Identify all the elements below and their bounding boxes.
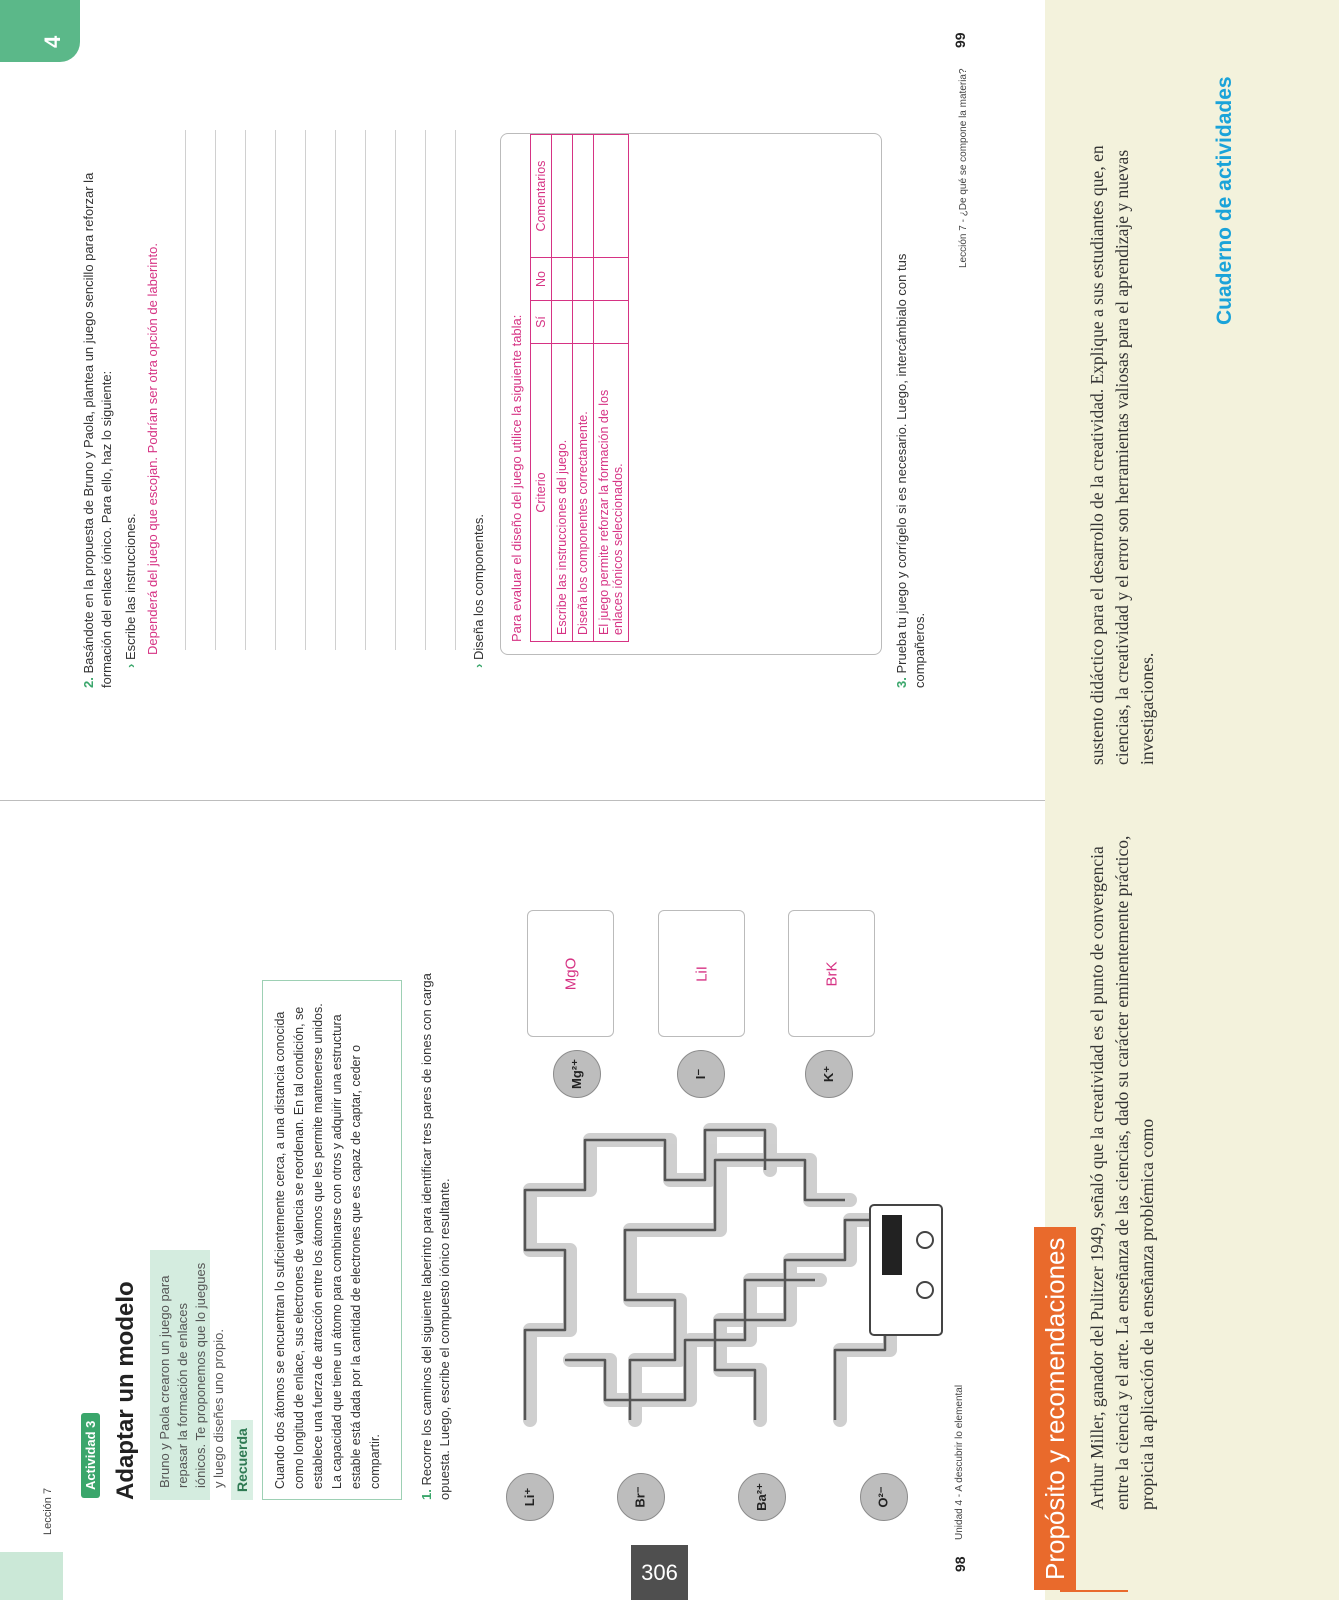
question-2-number: 2. xyxy=(81,677,96,688)
activity-badge xyxy=(82,1413,100,1498)
writing-line xyxy=(185,130,186,650)
recuerda-title: Recuerda xyxy=(231,1420,253,1500)
intro-box: Bruno y Paola crearon un juego para repasar la formación de enlaces iónicos. Te proponemos que lo juegues y luego diseñes uno propio. xyxy=(150,1250,210,1500)
table-row xyxy=(594,135,629,642)
answer-1: MgO xyxy=(562,957,579,990)
ion-o xyxy=(860,1473,908,1521)
lesson-label: Lección 7 xyxy=(42,1487,54,1535)
ion-k-label: K⁺ xyxy=(821,1065,836,1083)
footer-right: Lección 7 - ¿De qué se compone la materia? xyxy=(958,68,969,268)
col-criterio: Criterio xyxy=(531,344,552,642)
comentarios-cell[interactable] xyxy=(573,135,594,258)
page-divider xyxy=(0,800,1045,801)
ion-ba xyxy=(738,1473,786,1521)
ion-o-label: O²⁻ xyxy=(876,1486,891,1508)
step-instructions-answer: Dependerá del juego que escojan. Podrían ser otra opción de laberinto. xyxy=(145,243,160,655)
ion-i-label: I⁻ xyxy=(692,1068,708,1080)
no-cell[interactable] xyxy=(594,258,629,301)
ion-br-label: Br⁻ xyxy=(633,1486,648,1508)
recuerda-header xyxy=(234,1420,252,1500)
criterio-cell: Escribe las instrucciones del juego. xyxy=(552,344,573,642)
ion-mg-label: Mg²⁺ xyxy=(569,1059,584,1089)
si-cell[interactable] xyxy=(594,301,629,344)
ion-ba-label: Ba²⁺ xyxy=(754,1483,769,1511)
answer-box-2[interactable] xyxy=(658,910,745,1037)
footer-left: Unidad 4 - A descubrir lo elemental xyxy=(954,1384,965,1540)
evaluation-intro: Para evaluar el diseño del juego utilice la siguiente tabla: xyxy=(509,314,524,642)
question-1 xyxy=(418,960,454,1500)
no-cell[interactable] xyxy=(573,258,594,301)
question-2-text: Basándote en la propuesta de Bruno y Paola, plantea un juego sencillo para reforzar la formación del enlace iónico. Para ello, haz lo siguiente: xyxy=(81,172,114,688)
machine-panel xyxy=(870,1205,942,1335)
unit-tab xyxy=(0,0,80,62)
writing-line xyxy=(455,130,456,650)
ion-br xyxy=(617,1473,665,1521)
question-3 xyxy=(893,188,929,688)
question-3-text: Prueba tu juego y corrígelo si es necesario. Luego, intercámbialo con tus compañeros. xyxy=(894,253,927,688)
answer-box-3[interactable] xyxy=(788,910,875,1037)
question-1-number: 1. xyxy=(419,1489,434,1500)
chevron-right-icon: › xyxy=(123,663,138,668)
ion-li-label: Li⁺ xyxy=(521,1487,537,1507)
guide-paragraph-1: Arthur Miller, ganador del Pulitzer 1949, señaló que la creatividad es el punto de convergencia entre la ciencia y el arte. La enseñanza de las ciencias, dado su carácter eminentemente práctico, propicia la aplicación de la enseñanza problémica como xyxy=(1087,835,1157,1510)
book-page-number: 306 xyxy=(631,1545,688,1600)
guide-title: Propósito y recomendaciones xyxy=(1034,1227,1076,1590)
step-instructions-label: Escribe las instrucciones. xyxy=(123,513,138,661)
unit-tab-number: 4 xyxy=(40,35,65,48)
col-comentarios: Comentarios xyxy=(531,135,552,258)
writing-line xyxy=(275,130,276,650)
writing-line xyxy=(245,130,246,650)
writing-line xyxy=(365,130,366,650)
lesson-tab xyxy=(0,1552,63,1600)
guide-title-wrap xyxy=(1040,1227,1071,1590)
answer-2: LiI xyxy=(693,965,710,982)
table-row xyxy=(573,135,594,642)
evaluation-table xyxy=(530,134,629,642)
no-cell[interactable] xyxy=(552,258,573,301)
ion-mg xyxy=(553,1050,601,1098)
writing-line xyxy=(395,130,396,650)
writing-line xyxy=(335,130,336,650)
question-2 xyxy=(80,168,116,688)
page-number-left: 98 xyxy=(952,1556,968,1572)
si-cell[interactable] xyxy=(552,301,573,344)
answer-3: BrK xyxy=(823,960,840,987)
question-1-text: Recorre los caminos del siguiente laberinto para identificar tres pares de iones con carga opuesta. Luego, escribe el compuesto iónico resultante. xyxy=(419,973,452,1500)
activity-badge-label: Actividad 3 xyxy=(81,1413,100,1498)
writing-line xyxy=(215,130,216,650)
table-header-row xyxy=(531,135,552,642)
ion-k xyxy=(805,1050,853,1098)
guide-paragraph-2: sustento didáctico para el desarrollo de la creatividad. Explique a sus estudiantes que, en ciencias, la creatividad y el error son herramientas valiosas para el aprendizaje y nuevas investigaciones. xyxy=(1087,145,1157,765)
guide-title-rule xyxy=(1060,1590,1128,1592)
evaluation-table-wrap xyxy=(530,134,629,642)
ion-li xyxy=(506,1473,554,1521)
ion-i xyxy=(677,1050,725,1098)
col-si: Sí xyxy=(531,301,552,344)
chevron-right-icon: › xyxy=(471,663,486,668)
step-instructions xyxy=(122,513,140,668)
recuerda-box: Cuando dos átomos se encuentran lo suficientemente cerca, a una distancia conocida como longitud de enlace, sus electrones de valencia se reordenan. En tal condición, se establece una fuerza de atracción entre los átomos que les permite mantenerse unidos. La capacidad que tiene un átomo para combinarse con otros y adquirir una estructura estable está dada por la cantidad de electrones que es capaz de captar, ceder o compartir. xyxy=(262,980,402,1500)
criterio-cell: El juego permite reforzar la formación de los enlaces iónicos seleccionados. xyxy=(594,344,629,642)
writing-line xyxy=(425,130,426,650)
criterio-cell: Diseña los componentes correctamente. xyxy=(573,344,594,642)
answer-box-1[interactable] xyxy=(527,910,614,1037)
step-components-label: Diseña los componentes. xyxy=(471,514,486,661)
writing-line xyxy=(305,130,306,650)
ion-maze-illustration xyxy=(470,1100,950,1430)
question-3-number: 3. xyxy=(894,677,909,688)
comentarios-cell[interactable] xyxy=(594,135,629,258)
comentarios-cell[interactable] xyxy=(552,135,573,258)
table-row xyxy=(552,135,573,642)
si-cell[interactable] xyxy=(573,301,594,344)
page-title: Adaptar un modelo xyxy=(112,1281,139,1500)
col-no: No xyxy=(531,258,552,301)
cuaderno-link[interactable]: Cuaderno de actividades xyxy=(1213,76,1236,325)
step-components xyxy=(470,514,488,668)
page-number-right: 99 xyxy=(952,32,968,48)
